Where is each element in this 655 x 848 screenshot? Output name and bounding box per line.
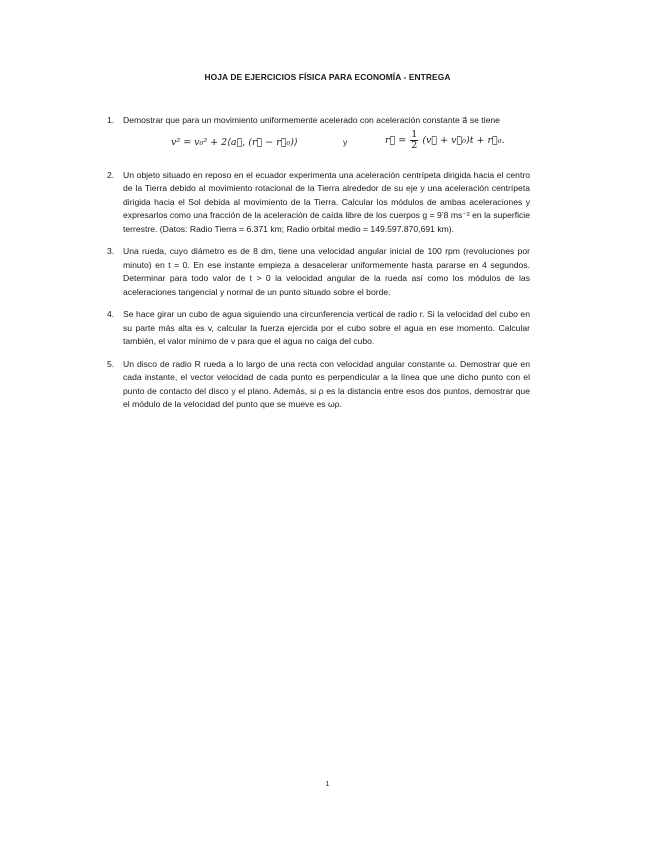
exercise-text: Se hace girar un cubo de agua siguiendo una circunferencia vertical de radio r. Si la velocidad del cubo en su parte más alta es v, calcular la fuerza ejercida por el cubo sobre el agua en ese momento. Calcular también, el valor mínimo de v para que el agua no caiga del cubo. bbox=[123, 309, 530, 346]
exercise-number: 5. bbox=[107, 358, 115, 369]
page-title: HOJA DE EJERCICIOS FÍSICA PARA ECONOMÍA - ENTREGA bbox=[204, 72, 451, 82]
exercise-text: Un objeto situado en reposo en el ecuador experimenta una aceleración centrípeta dirigida hacia el centro de la Tierra debido al movimiento rotacional de la Tierra alrededor de su eje y una aceleración centrípeta dirigida hacia el Sol debida al movimiento de la Tierra. Calcular los módulos de ambas aceleraciones y expresarlos como una fracción de la aceleración de caída libre de los cuerpos g = 9’8 ms⁻² en la superficie terrestre. (Datos: Radio Tierra = 6.371 km; Radio orbital medio = 149.597.870,691 km). bbox=[123, 169, 530, 234]
equation-position bbox=[385, 130, 505, 151]
exercise-number: 1. bbox=[107, 115, 115, 125]
exercise-3 bbox=[107, 245, 530, 299]
equation-separator: y bbox=[343, 136, 348, 147]
page-number: 1 bbox=[325, 781, 330, 788]
equation-velocity: v² = v₀² + 2⟨a⃗, (r⃗ − r⃗₀)⟩ bbox=[171, 136, 298, 148]
exercise-text: Un disco de radio R rueda a lo largo de una recta con velocidad angular constante ω. Demostrar que en cada instante, el vector velocidad de cada punto es perpendicular a la línea que une dicho punto con el punto de contacto del disco y el plano. Además, si ρ es la distancia entre esos dos puntos, demostrar que el módulo de la velocidad del punto que se mueve es ωρ. bbox=[123, 358, 530, 409]
fraction bbox=[410, 130, 418, 151]
fraction-denominator: 2 bbox=[411, 139, 418, 151]
exercise-number: 3. bbox=[107, 246, 115, 256]
equation-position-prefix: r⃗ = bbox=[385, 134, 407, 146]
exercise-5 bbox=[107, 358, 530, 412]
equation-position-suffix: (v⃗ + v⃗₀)t + r⃗₀. bbox=[422, 134, 505, 146]
fraction-numerator: 1 bbox=[411, 128, 418, 140]
exercise-2 bbox=[107, 169, 530, 237]
exercise-text: Demostrar que para un movimiento uniformemente acelerado con aceleración constante a⃗ se tiene bbox=[123, 115, 500, 125]
exercise-number: 4. bbox=[107, 309, 115, 319]
exercise-list bbox=[107, 114, 530, 421]
exercise-4 bbox=[107, 308, 530, 349]
exercise-1 bbox=[107, 114, 530, 160]
equations-row bbox=[123, 130, 530, 160]
exercise-number: 2. bbox=[107, 169, 115, 180]
exercise-text: Una rueda, cuyo diámetro es de 8 dm, tiene una velocidad angular inicial de 100 rpm (revoluciones por minuto) en t = 0. En ese instante empieza a desacelerar uniformemente hasta pararse en 4 segundos. Determinar para todo valor de t > 0 la velocidad angular de la rueda así como los módulos de las aceleraciones tangencial y normal de un punto situado sobre el borde. bbox=[123, 246, 530, 297]
